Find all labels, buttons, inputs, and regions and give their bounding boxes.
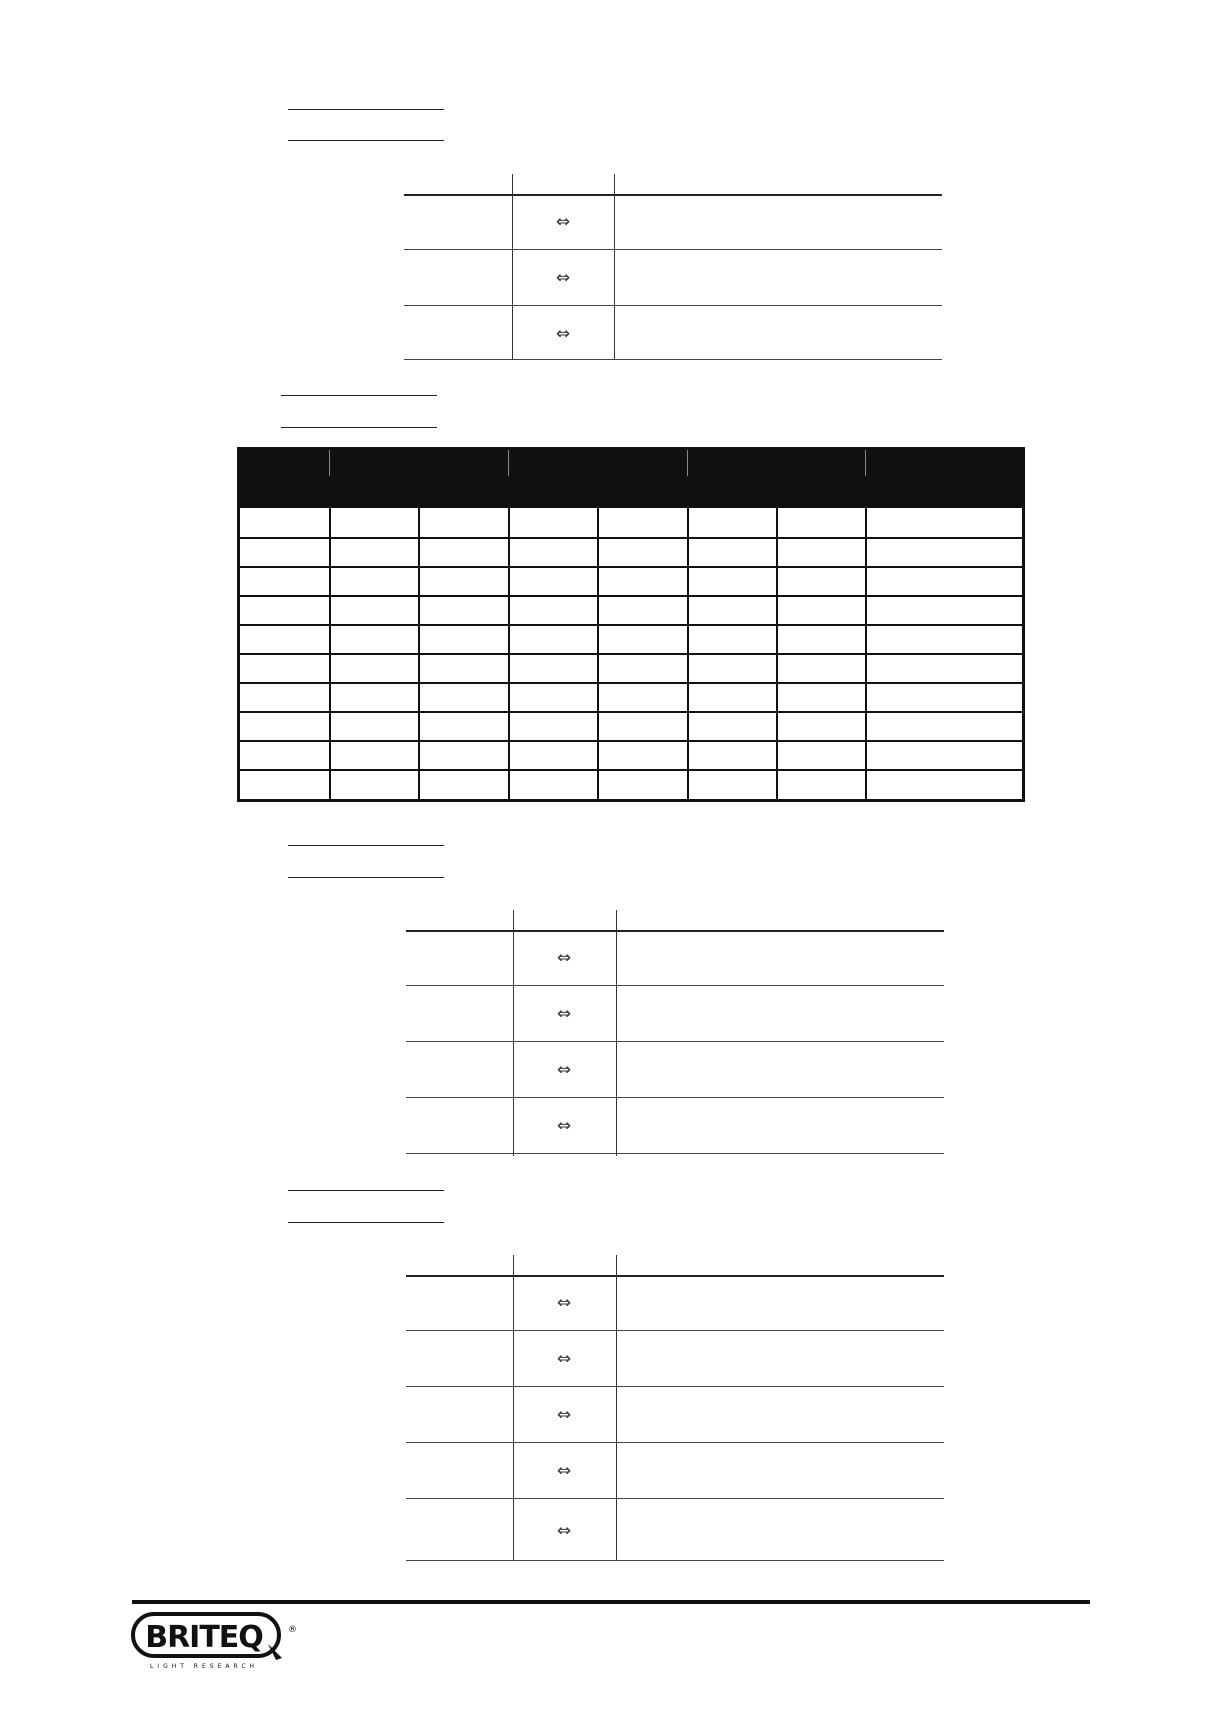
section-a-heading-underline xyxy=(288,109,444,110)
double-arrow-icon: ⇔ xyxy=(555,324,571,344)
table-row xyxy=(406,1499,944,1561)
table-row xyxy=(406,1443,944,1499)
section-c-heading-underline xyxy=(288,845,444,846)
table-row xyxy=(406,1331,944,1387)
header-separator xyxy=(513,910,514,930)
pin-table-a xyxy=(404,174,942,360)
table-row xyxy=(406,986,944,1042)
logo-tagline: LIGHT RESEARCH xyxy=(149,1663,259,1670)
double-arrow-icon: ⇔ xyxy=(555,212,571,232)
section-d-heading-underline xyxy=(288,1190,444,1191)
table-row xyxy=(240,624,1022,655)
double-arrow-icon: ⇔ xyxy=(556,1521,572,1541)
table-row xyxy=(240,595,1022,626)
double-arrow-icon: ⇔ xyxy=(556,948,572,968)
header-separator xyxy=(616,910,617,930)
table-row xyxy=(240,537,1022,568)
table-row xyxy=(240,769,1022,799)
double-arrow-icon: ⇔ xyxy=(556,1349,572,1369)
header-separator xyxy=(512,174,513,194)
double-arrow-icon: ⇔ xyxy=(556,1060,572,1080)
briteq-logo xyxy=(130,1610,300,1672)
table-row xyxy=(406,1042,944,1098)
section-c-heading-underline xyxy=(288,877,444,878)
table-row xyxy=(406,930,944,986)
table-row xyxy=(404,194,942,250)
grid-table-header xyxy=(240,450,1022,508)
section-b-heading-underline xyxy=(281,395,437,396)
table-row xyxy=(404,250,942,306)
section-b-heading-underline xyxy=(281,427,437,428)
pin-table-d xyxy=(406,1255,944,1561)
table-row xyxy=(240,566,1022,597)
registered-mark: ® xyxy=(288,1625,297,1635)
double-arrow-icon: ⇔ xyxy=(556,1116,572,1136)
double-arrow-icon: ⇔ xyxy=(556,1293,572,1313)
double-arrow-icon: ⇔ xyxy=(556,1004,572,1024)
double-arrow-icon: ⇔ xyxy=(556,1405,572,1425)
header-separator xyxy=(513,1255,514,1275)
pin-table-c xyxy=(406,910,944,1156)
table-row xyxy=(240,682,1022,713)
table-row xyxy=(240,711,1022,742)
table-row xyxy=(240,740,1022,771)
double-arrow-icon: ⇔ xyxy=(555,268,571,288)
table-row xyxy=(240,508,1022,539)
section-a-heading-underline xyxy=(288,140,444,141)
footer-rule xyxy=(132,1600,1090,1604)
header-separator xyxy=(616,1255,617,1275)
table-row xyxy=(406,1387,944,1443)
table-row xyxy=(406,1275,944,1331)
table-row xyxy=(404,306,942,360)
grid-table xyxy=(237,447,1025,802)
section-d-heading-underline xyxy=(288,1222,444,1223)
logo-wordmark: BRITEQ xyxy=(145,1620,263,1655)
table-row xyxy=(406,1098,944,1154)
header-separator xyxy=(614,174,615,194)
double-arrow-icon: ⇔ xyxy=(556,1461,572,1481)
table-row xyxy=(240,653,1022,684)
